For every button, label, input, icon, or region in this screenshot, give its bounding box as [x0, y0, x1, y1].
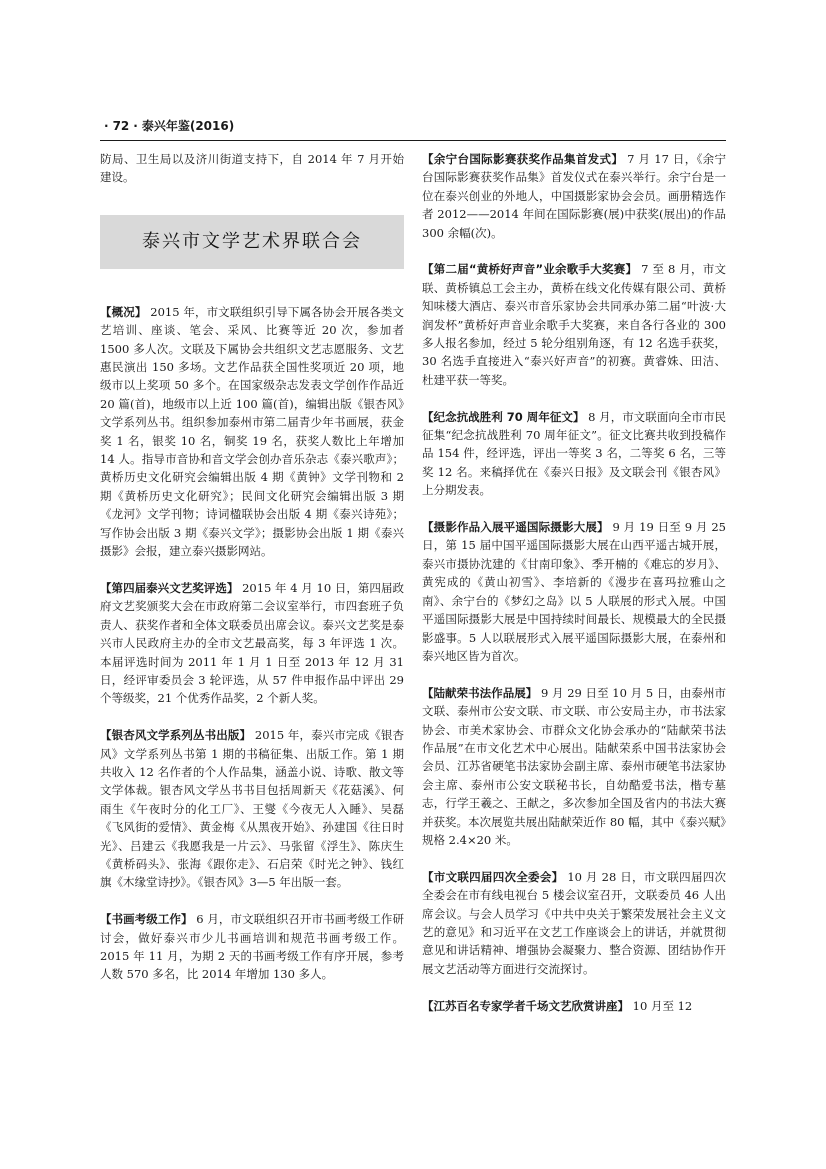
entry-title: 【陆献荣书法作品展】	[422, 685, 538, 700]
continuation-paragraph: 防局、卫生局以及济川街道支持下，自 2014 年 7 月开始建设。	[100, 152, 404, 185]
entry-body: 7 至 8 月，市文联、黄桥镇总工会主办，黄桥在线文化传媒有限公司、黄桥知味楼大酒店、泰兴市音乐家协会共同承办第二届“叶波·大润发杯”黄桥好声音业余歌手大奖赛，来自各行各业的 300 多人报名参加，经过 5 轮分组别角逐，有 12 名选手获奖，30 名选手直接进入“泰兴好声音”的初赛。黄睿姝、田洁、杜建平获一等奖。	[422, 262, 726, 387]
book-title: 泰兴年鉴(2016)	[141, 119, 235, 133]
right-column	[422, 150, 726, 1033]
header-rule	[100, 140, 726, 141]
entry-title: 【余宁台国际影赛获奖作品集首发式】	[422, 152, 624, 166]
page-number: 72	[112, 119, 130, 133]
entry-body: 10 月 28 日，市文联四届四次全委会在市有线电视台 5 楼会议室召开，文联委员 46 人出席会议。与会人员学习《中共中央关于繁荣发展社会主义文艺的意见》和习近平在文艺工作座谈会上的讲话，并就贯彻意见和讲话精神、增强协会凝聚力、整合资源、团结协作开展文艺活动等方面进行交流探讨。	[422, 869, 727, 976]
entry-body: 9 月 29 日至 10 月 5 日，由泰州市文联、泰州市公安文联、市文联、市公安局主办，市书法家协会、市美术家协会、市群众文化协会承办的“陆献荣书法作品展”在市文化艺术中心展出。陆献荣系中国书法家协会会员、江苏省硬笔书法家协会副主席、泰州市硬笔书法家协会主席、泰州市公安文联秘书长，自幼酷爱书法，楷专墓志，行学王羲之、王献之，多次参加全国及省内的书法大赛并获奖。本次展览共展出陆献荣近作 80 幅，其中《泰兴赋》规格 2.4×20 米。	[422, 685, 726, 847]
entry-paragraph	[422, 150, 726, 242]
entry-title: 【江苏百名专家学者千场文艺欣赏讲座】	[422, 998, 629, 1013]
entry-paragraph	[422, 260, 726, 389]
entry-body: 10 月至 12	[629, 998, 693, 1013]
entry-body: 7 月 17 日，《余宁台国际影赛获奖作品集》首发仪式在泰兴举行。余宁台是一位在泰兴创业的外地人，中国摄影家协会会员。画册精选作者 2012——2014 年间在国际影赛(展)中获奖(展出)的作品 300 余幅(次)。	[422, 152, 726, 240]
left-column	[100, 150, 404, 1002]
entry-title: 【纪念抗战胜利 70 周年征文】	[422, 409, 585, 424]
running-header	[100, 117, 726, 137]
entry-title: 【摄影作品入展平遥国际摄影大展】	[422, 520, 609, 535]
entry-title: 【银杏风文学系列丛书出版】	[100, 728, 252, 743]
entry-paragraph	[422, 684, 726, 850]
entry-paragraph	[422, 868, 726, 978]
entry-body: 6 月，市文联组织召开市书画考级工作研讨会，做好泰兴市少儿书画培训和规范书画考级工作。2015 年 11 月，为期 2 天的书画考级工作有序开展，参考人数 570 多名，比 2014 年增加 130 多人。	[100, 912, 404, 982]
header-bullet: ·	[104, 119, 109, 133]
entry-body: 2015 年，泰兴市完成《银杏风》文学系列丛书第 1 期的书稿征集、出版工作。第 1 期共收入 12 名作者的个人作品集，涵盖小说、诗歌、散文等文学体裁。银杏风文学丛书书目包括周新天《花菇溪》、何雨生《午夜时分的化工厂》、王燮《今夜无人入睡》、吴磊《飞风街的爱情》、黄金梅《从黑夜开始》、孙建国《往日时光》、吕建云《我愿我是一片云》、马张留《浮生》、陈庆生《黄桥码头》、张海《跟你走》、石启荣《时光之钟》、钱红旗《木缘堂诗抄》。《银杏风》3—5 年出版一套。	[100, 728, 405, 890]
entry-body: 2015 年 4 月 10 日，第四届政府文艺奖颁奖大会在市政府第二会议室举行，市四套班子负责人、获奖作者和全体文联委员出席会议。泰兴文艺奖是泰兴市人民政府主办的全市文艺最高奖，每 3 年评选 1 次。本届评选时间为 2011 年 1 月 1 日至 2013 年 12 月 31 日，经评审委员会 3 轮评选，从 57 件申报作品中评出 29 个等级奖，21 个优秀作品奖，2 个新人奖。	[100, 580, 404, 706]
entry-paragraph	[422, 408, 726, 500]
entry-title: 【概况】	[100, 304, 147, 319]
entry-title: 【书画考级工作】	[100, 912, 193, 927]
section-heading-box	[100, 215, 404, 269]
entry-title: 【第四届泰兴文艺奖评选】	[100, 580, 239, 595]
entry-paragraph	[100, 303, 404, 561]
entry-paragraph	[100, 910, 404, 984]
header-bullet: ·	[133, 119, 138, 133]
entry-paragraph	[422, 997, 726, 1015]
entry-body: 8 月，市文联面向全市市民征集“纪念抗战胜利 70 周年征文”。征文比赛共收到投稿作品 154 件，经评选，评出一等奖 3 名，二等奖 6 名，三等奖 12 名。来稿择优在《泰兴日报》及文联会刊《银杏风》上分期发表。	[422, 409, 726, 498]
entry-title: 【市文联四届四次全委会】	[422, 869, 564, 884]
entry-body: 9 月 19 日至 9 月 25 日，第 15 届中国平遥国际摄影大展在山西平遥古城开展，泰兴市摄协沈建的《甘南印象》、季开楠的《难忘的岁月》、黄宪成的《黄山初雪》、李培新的《漫步在喜玛拉雅山之南》、余宁台的《梦幻之岛》以 5 人联展的形式入展。中国平遥国际摄影大展是中国持续时间最长、规模最大的全民摄影盛事。5 人以联展形式入展平遥国际摄影大展，在泰州和泰兴地区皆为首次。	[422, 520, 726, 663]
entry-paragraph	[100, 579, 404, 708]
entry-paragraph	[100, 726, 404, 892]
entry-title: 【第二届“黄桥好声音”业余歌手大奖赛】	[422, 262, 638, 277]
entry-paragraph	[422, 518, 726, 665]
entry-body: 2015 年，市文联组织引导下属各协会开展各类文艺培训、座谈、笔会、采风、比赛等近 20 次，参加者 1500 多人次。文联及下属协会共组织文艺志愿服务、文艺惠民演出 150 多场。文艺作品获全国性奖项近 20 项，地级市以上奖项 50 多个。在国家级杂志发表文学创作作品近 20 篇(首)，地级市以上近 100 篇(首)，编辑出版《银杏风》文学系列丛书。组织参加泰州市第二届青少年书画展，获金奖 1 名，银奖 10 名，铜奖 19 名，获奖人数比上年增加 14 人。指导市音协和音文学会创办音乐杂志《泰兴歌声》；黄桥历史文化研究会编辑出版 4 期《黄钟》文学刊物和 2 期《黄桥历史文化研究》；民间文化研究会编辑出版 3 期《龙河》文学刊物；诗词楹联协会出版 4 期《泰兴诗苑》；写作协会出版 3 期《泰兴文学》；摄影协会出版 1 期《泰兴摄影》会报，建立泰兴摄影网站。	[100, 304, 405, 559]
section-heading: 泰兴市文学艺术界联合会	[142, 230, 362, 252]
